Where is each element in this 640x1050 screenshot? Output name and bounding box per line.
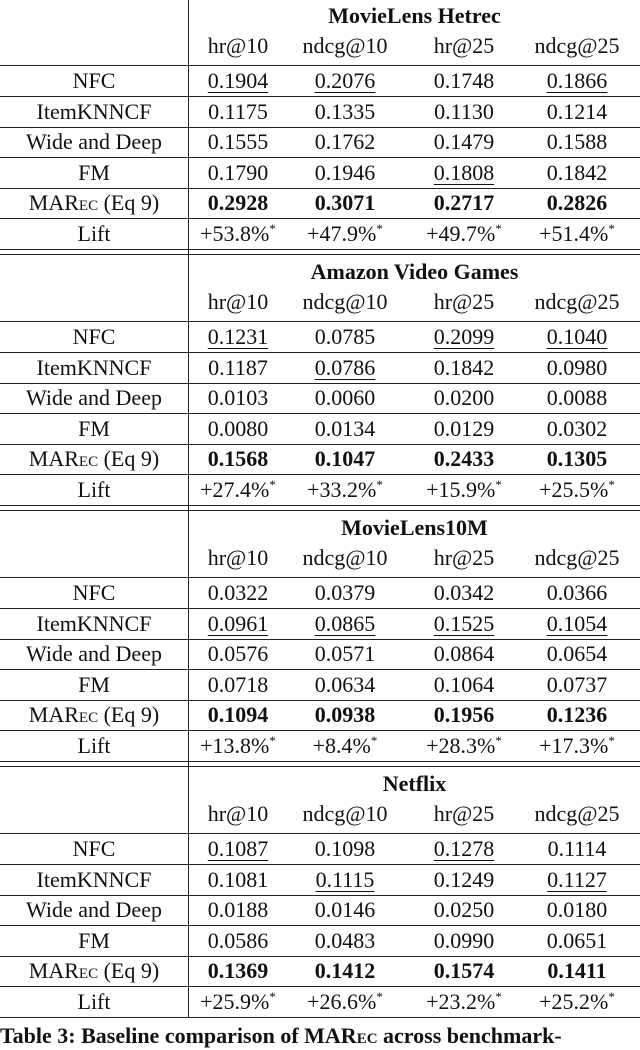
table-row xyxy=(0,97,640,127)
table-cell: 0.0129 xyxy=(433,415,495,441)
column-header: hr@10 xyxy=(207,33,269,58)
dataset-title: MovieLens10M xyxy=(341,515,488,540)
table-cell: +33.2%* xyxy=(307,476,383,502)
table-row xyxy=(0,639,640,669)
table-cell: 0.1231 xyxy=(207,324,269,349)
significance-marker: * xyxy=(495,732,502,748)
row-label: FM xyxy=(78,927,110,953)
table-cell: 0.0250 xyxy=(433,897,495,922)
table-cell: 0.0990 xyxy=(433,927,495,953)
table-cell: 0.1479 xyxy=(433,129,495,154)
column-header: ndcg@25 xyxy=(534,33,620,58)
table-cell: 0.0651 xyxy=(546,927,608,953)
significance-marker: * xyxy=(376,220,383,236)
table-row xyxy=(0,609,640,639)
table-cell: +51.4%* xyxy=(539,220,615,246)
table-row xyxy=(0,383,640,413)
table-cell: 0.1054 xyxy=(546,610,608,636)
table-row xyxy=(0,353,640,383)
column-header: ndcg@10 xyxy=(302,33,388,58)
table-cell: 0.0060 xyxy=(314,385,376,410)
table-cell: 0.1369 xyxy=(207,958,269,983)
row-label: NFC xyxy=(72,324,116,349)
row-label: MARec (Eq 9) xyxy=(28,446,160,471)
table-row xyxy=(0,219,640,249)
column-header: hr@10 xyxy=(207,289,269,314)
table-row xyxy=(0,956,640,986)
significance-marker: * xyxy=(269,732,276,748)
column-header: hr@25 xyxy=(433,801,495,826)
table-cell: +47.9%* xyxy=(307,220,383,246)
table-row xyxy=(0,322,640,352)
table-row xyxy=(0,865,640,895)
table-cell: +8.4%* xyxy=(312,732,378,758)
column-header: hr@10 xyxy=(207,801,269,826)
table-cell: 0.0080 xyxy=(207,415,269,441)
table-cell: +49.7%* xyxy=(426,220,502,246)
row-label: Wide and Deep xyxy=(26,129,162,154)
small-caps-text: ec xyxy=(78,190,99,215)
row-label: Lift xyxy=(77,476,111,502)
table-cell: 0.2928 xyxy=(207,190,269,215)
table-row xyxy=(0,578,640,608)
significance-marker: * xyxy=(608,220,615,236)
table-row xyxy=(0,926,640,956)
significance-marker: * xyxy=(495,476,502,492)
table-cell: 0.0342 xyxy=(433,580,495,605)
row-label: MARec (Eq 9) xyxy=(28,190,160,215)
table-cell: 0.1047 xyxy=(314,446,376,471)
column-header: ndcg@25 xyxy=(534,801,620,826)
row-label: MARec (Eq 9) xyxy=(28,958,160,983)
table-cell: +25.5%* xyxy=(539,476,615,502)
table-cell: 0.1555 xyxy=(207,129,269,154)
table-cell: 0.1130 xyxy=(434,98,494,124)
table-cell: 0.0088 xyxy=(546,385,608,410)
table-cell: 0.1574 xyxy=(433,958,495,983)
table-cell: 0.1866 xyxy=(546,68,608,93)
table-cell: +15.9%* xyxy=(426,476,502,502)
significance-marker: * xyxy=(269,476,276,492)
table-cell: 0.0103 xyxy=(207,385,269,410)
table-row xyxy=(0,188,640,218)
row-label: ItemKNNCF xyxy=(36,98,152,124)
column-header: hr@25 xyxy=(433,545,495,570)
table-cell: 0.1762 xyxy=(314,129,376,154)
table-row xyxy=(0,444,640,474)
table-cell: 0.1187 xyxy=(208,354,268,380)
table-cell: 0.1790 xyxy=(207,159,269,185)
dataset-title: Netflix xyxy=(382,771,447,796)
row-label: FM xyxy=(78,159,110,185)
table-cell: 0.1748 xyxy=(433,68,495,93)
table-cell: 0.0961 xyxy=(207,610,269,636)
row-rule xyxy=(0,761,640,762)
column-header: ndcg@25 xyxy=(534,289,620,314)
table-cell: 0.0483 xyxy=(314,927,376,953)
table-cell: 0.1114 xyxy=(547,836,607,861)
table-cell: 0.1127 xyxy=(547,866,607,892)
small-caps-text: ec xyxy=(78,702,99,727)
column-header: ndcg@10 xyxy=(302,801,388,826)
column-header: hr@25 xyxy=(433,33,495,58)
table-row xyxy=(0,475,640,505)
table-cell: 0.1040 xyxy=(546,324,608,349)
table-cell: 0.0864 xyxy=(433,641,495,666)
row-label: Lift xyxy=(77,220,111,246)
table-cell: 0.1305 xyxy=(546,446,608,471)
significance-marker: * xyxy=(608,476,615,492)
table-cell: +26.6%* xyxy=(307,988,383,1014)
table-row xyxy=(0,670,640,700)
significance-marker: * xyxy=(495,220,502,236)
table-cell: 0.2076 xyxy=(314,68,376,93)
table-cell: 0.0146 xyxy=(314,897,376,922)
dataset-title: Amazon Video Games xyxy=(310,259,519,284)
table-cell: 0.1081 xyxy=(207,866,269,892)
table-cell: +53.8%* xyxy=(200,220,276,246)
dataset-block xyxy=(0,256,640,512)
significance-marker: * xyxy=(269,988,276,1004)
table-cell: 0.0737 xyxy=(546,671,608,697)
table-cell: 0.1278 xyxy=(433,836,495,861)
table-cell: 0.0586 xyxy=(207,927,269,953)
table-cell: 0.1956 xyxy=(433,702,495,727)
table-cell: 0.1094 xyxy=(207,702,269,727)
table-cell: 0.1236 xyxy=(546,702,608,727)
table-cell: 0.1175 xyxy=(208,98,268,124)
table-caption: Table 3: Baseline comparison of MARec across benchmark- xyxy=(0,1023,562,1048)
row-rule xyxy=(0,505,640,506)
row-label: NFC xyxy=(72,68,116,93)
table-cell: 0.3071 xyxy=(314,190,376,215)
table-cell: 0.1098 xyxy=(314,836,376,861)
table-cell: +25.9%* xyxy=(200,988,276,1014)
dataset-block xyxy=(0,0,640,256)
table-cell: 0.0980 xyxy=(546,354,608,380)
table-cell: 0.1568 xyxy=(207,446,269,471)
significance-marker: * xyxy=(495,988,502,1004)
significance-marker: * xyxy=(370,732,378,748)
significance-marker: * xyxy=(608,732,615,748)
table-cell: 0.0302 xyxy=(546,415,608,441)
table-cell: 0.1087 xyxy=(207,836,269,861)
row-label: Lift xyxy=(77,988,111,1014)
table-cell: +13.8%* xyxy=(200,732,276,758)
table-row xyxy=(0,895,640,925)
table-cell: 0.1525 xyxy=(433,610,495,636)
table-cell: 0.0654 xyxy=(546,641,608,666)
row-label: ItemKNNCF xyxy=(36,354,152,380)
table-cell: +17.3%* xyxy=(539,732,615,758)
row-label: MARec (Eq 9) xyxy=(28,702,160,727)
table-cell: 0.1064 xyxy=(433,671,495,697)
table-cell: +23.2%* xyxy=(426,988,502,1014)
table-cell: 0.0718 xyxy=(207,671,269,697)
table-cell: 0.1808 xyxy=(433,159,495,185)
table-row xyxy=(0,127,640,157)
column-header: hr@25 xyxy=(433,289,495,314)
table-row xyxy=(0,731,640,761)
small-caps-text: ec xyxy=(78,958,99,983)
table-cell: +25.2%* xyxy=(539,988,615,1014)
small-caps-text: ec xyxy=(78,446,99,471)
table-cell: 0.1412 xyxy=(314,958,376,983)
table-cell: 0.2717 xyxy=(433,190,495,215)
table-row xyxy=(0,987,640,1017)
table-row xyxy=(0,414,640,444)
table-cell: 0.1411 xyxy=(547,958,607,983)
table-row xyxy=(0,158,640,188)
row-label: ItemKNNCF xyxy=(36,866,152,892)
row-label: Lift xyxy=(77,732,111,758)
significance-marker: * xyxy=(608,988,615,1004)
significance-marker: * xyxy=(376,988,383,1004)
table-row xyxy=(0,834,640,864)
significance-marker: * xyxy=(269,220,276,236)
row-label: FM xyxy=(78,415,110,441)
significance-marker: * xyxy=(376,476,383,492)
table-cell: 0.1946 xyxy=(314,159,376,185)
table-cell: 0.0785 xyxy=(314,324,376,349)
row-label: Wide and Deep xyxy=(26,641,162,666)
row-label: NFC xyxy=(72,836,116,861)
row-rule xyxy=(0,249,640,250)
table-cell: 0.0366 xyxy=(546,580,608,605)
table-cell: 0.0379 xyxy=(314,580,376,605)
column-header: ndcg@10 xyxy=(302,545,388,570)
table-cell: 0.0322 xyxy=(207,580,269,605)
table-cell: +28.3%* xyxy=(426,732,502,758)
row-label: Wide and Deep xyxy=(26,897,162,922)
table-cell: 0.1249 xyxy=(433,866,495,892)
table-cell: 0.1842 xyxy=(433,354,495,380)
dataset-block xyxy=(0,512,640,768)
table-cell: 0.0634 xyxy=(314,671,376,697)
table-cell: 0.0188 xyxy=(207,897,269,922)
row-label: NFC xyxy=(72,580,116,605)
table-cell: +27.4%* xyxy=(200,476,276,502)
dataset-title: MovieLens Hetrec xyxy=(328,3,501,28)
table-cell: 0.1588 xyxy=(546,129,608,154)
table-cell: 0.0571 xyxy=(314,641,376,666)
dataset-block xyxy=(0,768,640,1024)
row-label: FM xyxy=(78,671,110,697)
table-cell: 0.0865 xyxy=(314,610,376,636)
table-cell: 0.2826 xyxy=(546,190,608,215)
column-header: ndcg@25 xyxy=(534,545,620,570)
table-row xyxy=(0,66,640,96)
table-cell: 0.0576 xyxy=(207,641,269,666)
column-header: ndcg@10 xyxy=(302,289,388,314)
table-cell: 0.1335 xyxy=(314,98,376,124)
table-row xyxy=(0,700,640,730)
table-cell: 0.0134 xyxy=(314,415,376,441)
table-cell: 0.1842 xyxy=(546,159,608,185)
table-cell: 0.1214 xyxy=(546,98,608,124)
table-cell: 0.0200 xyxy=(433,385,495,410)
table-cell: 0.2099 xyxy=(433,324,495,349)
table-cell: 0.1115 xyxy=(315,866,375,892)
row-rule xyxy=(0,1017,640,1018)
table-cell: 0.2433 xyxy=(433,446,495,471)
row-label: Wide and Deep xyxy=(26,385,162,410)
column-header: hr@10 xyxy=(207,545,269,570)
small-caps-text: ec xyxy=(356,1023,378,1048)
table-cell: 0.0180 xyxy=(546,897,608,922)
table-cell: 0.0786 xyxy=(314,354,376,380)
row-label: ItemKNNCF xyxy=(36,610,152,636)
table-cell: 0.0938 xyxy=(314,702,376,727)
table-cell: 0.1904 xyxy=(207,68,269,93)
